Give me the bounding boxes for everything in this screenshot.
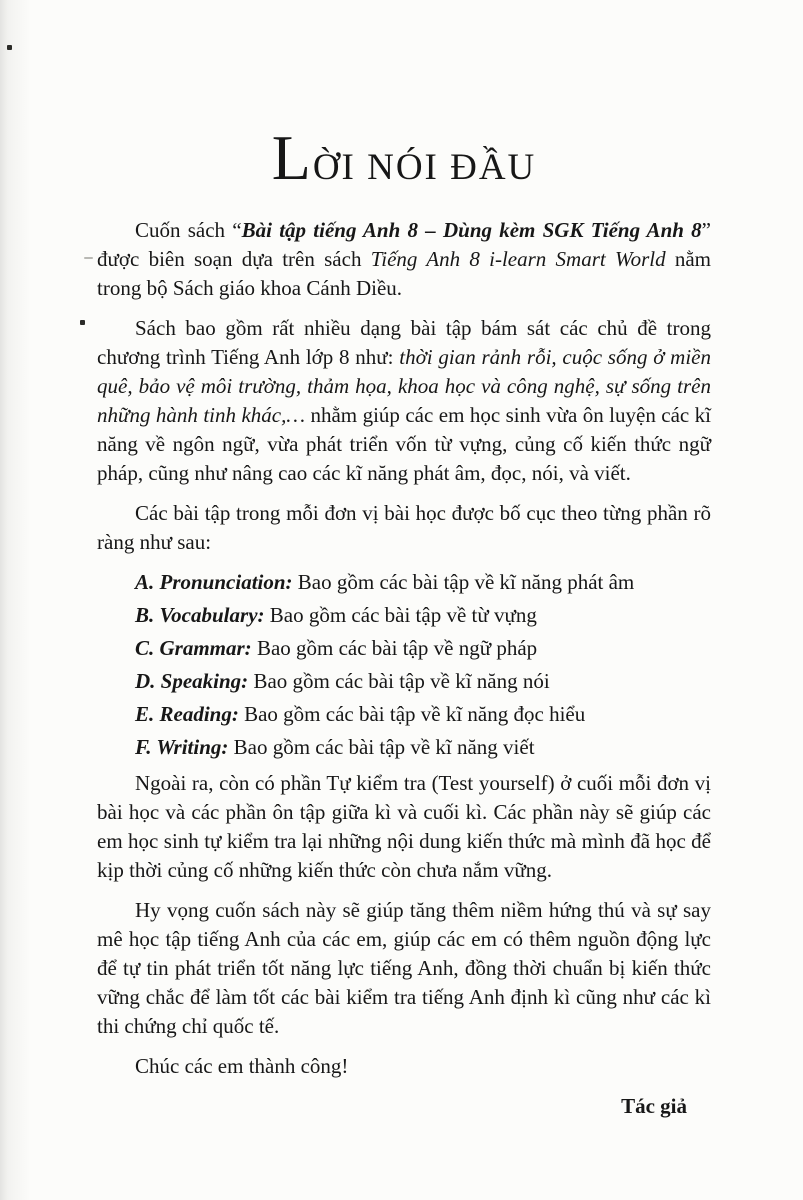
title-drop-initial: L: [271, 122, 313, 193]
page-content: [97, 0, 711, 1121]
section-label: D. Speaking:: [135, 669, 249, 693]
intro-post: nằm trong bộ Sách giáo khoa Cánh Diều.: [97, 247, 711, 300]
source-book-title: Tiếng Anh 8 i-learn Smart World: [370, 247, 666, 271]
scan-edge-shadow: [0, 0, 30, 1200]
section-label: C. Grammar:: [135, 636, 252, 660]
topics-pre: Sách bao gồm rất nhiều dạng bài tập bám sát các chủ đề trong chương trình Tiếng Anh lớp 8 như:: [97, 316, 711, 369]
section-item-speaking: [97, 667, 711, 696]
section-item-grammar: [97, 634, 711, 663]
paragraph-topics: [97, 314, 711, 488]
section-desc: Bao gồm các bài tập về từ vựng: [264, 603, 537, 627]
section-label: A. Pronunciation:: [135, 570, 293, 594]
paragraph-selftest: Ngoài ra, còn có phần Tự kiểm tra (Test yourself) ở cuối mỗi đơn vị bài học và các phần ôn tập giữa kì và cuối kì. Các phần này sẽ giúp các em học sinh tự kiểm tra lại những nội dung kiến thức mà mình đã học để kịp thời củng cố những kiến thức còn chưa nắm vững.: [97, 771, 711, 882]
paragraph-intro: [97, 216, 711, 303]
section-item-writing: [97, 733, 711, 762]
section-label: B. Vocabulary:: [135, 603, 265, 627]
section-desc: Bao gồm các bài tập về kĩ năng viết: [228, 735, 535, 759]
section-desc: Bao gồm các bài tập về ngữ pháp: [251, 636, 538, 660]
intro-pre: Cuốn sách “: [135, 218, 242, 242]
paragraph-wish: Chúc các em thành công!: [135, 1054, 349, 1078]
section-desc: Bao gồm các bài tập về kĩ năng đọc hiểu: [238, 702, 586, 726]
page-title: [97, 122, 711, 193]
section-item-reading: [97, 700, 711, 729]
scan-speck: [84, 257, 93, 259]
section-desc: Bao gồm các bài tập về kĩ năng nói: [248, 669, 550, 693]
intro-mid: ” được biên soạn dựa trên sách: [97, 218, 711, 271]
section-label: F. Writing:: [135, 735, 229, 759]
topics-list-emphasis: thời gian rảnh rỗi, cuộc sống ở miền quê, bảo vệ môi trường, thảm họa, khoa học và công nghệ, sự sống trên những hành tinh khác,…: [97, 345, 712, 427]
section-item-vocabulary: [97, 601, 711, 630]
section-item-pronunciation: [97, 568, 711, 597]
section-label: E. Reading:: [135, 702, 239, 726]
topics-post: nhằm giúp các em học sinh vừa ôn luyện các kĩ năng về ngôn ngữ, vừa phát triển vốn từ vựng, củng cố kiến thức ngữ pháp, cũng như nâng cao các kĩ năng phát âm, đọc, nói, và viết.: [97, 403, 712, 485]
section-desc: Bao gồm các bài tập về kĩ năng phát âm: [292, 570, 635, 594]
section-list: [97, 568, 711, 762]
author-signature: Tác giả: [621, 1094, 687, 1118]
scan-speck: [7, 45, 12, 50]
workbook-title-emphasis: Bài tập tiếng Anh 8 – Dùng kèm SGK Tiếng Anh 8: [241, 218, 702, 242]
paragraph-hope: Hy vọng cuốn sách này sẽ giúp tăng thêm niềm hứng thú và sự say mê học tập tiếng Anh của các em, giúp các em có thêm nguồn động lực để tự tin phát triển tốt năng lực tiếng Anh, đồng thời chuẩn bị kiến thức vững chắc để làm tốt các bài kiểm tra tiếng Anh định kì cũng như các kì thi chứng chỉ quốc tế.: [97, 898, 711, 1038]
scan-speck: [80, 320, 85, 325]
paragraph-structure: Các bài tập trong mỗi đơn vị bài học được bố cục theo từng phần rõ ràng như sau:: [97, 501, 711, 554]
title-rest: ỜI NÓI ĐẦU: [312, 147, 537, 188]
